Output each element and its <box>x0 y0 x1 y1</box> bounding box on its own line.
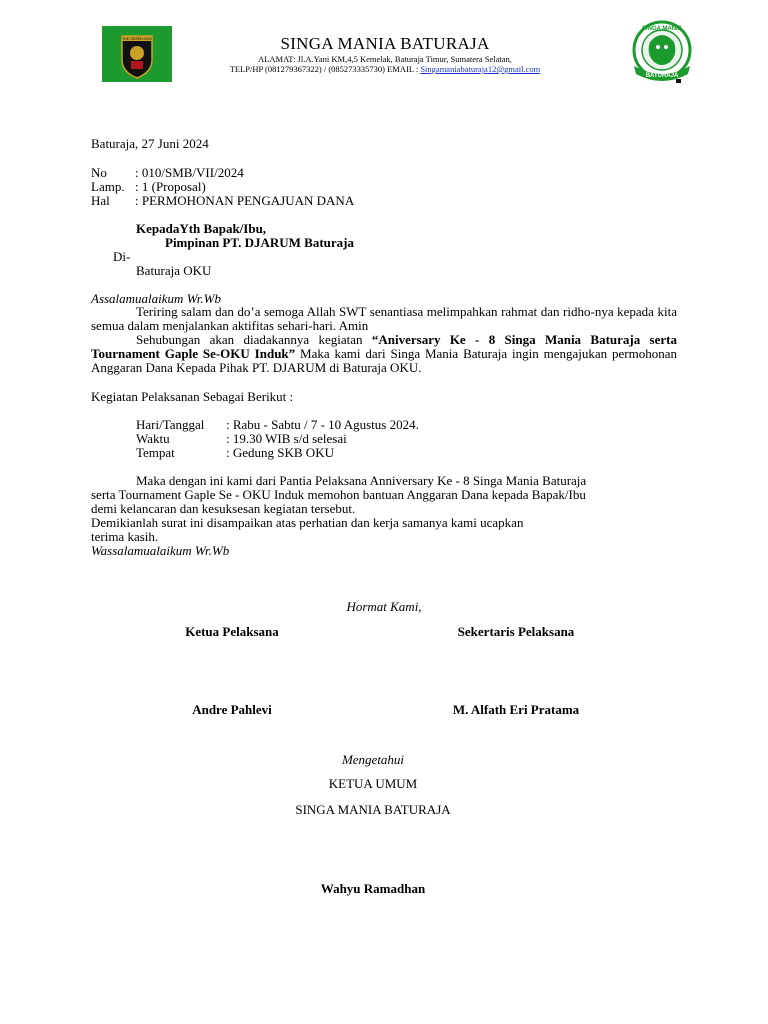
left-role: Ketua Pelaksana <box>185 624 279 639</box>
paragraph-2 <box>91 333 677 375</box>
chair-role: KETUA UMUM <box>328 776 418 791</box>
recipient-di: Di- <box>113 249 131 264</box>
paragraph-2-text: Sehubungan akan diadakannya kegiatan <box>136 332 372 347</box>
activity-label: Hari/Tanggal <box>136 417 205 432</box>
greeting: Assalamualaikum Wr.Wb <box>91 291 221 306</box>
activity-value: : Rabu - Sabtu / 7 - 10 Agustus 2024. <box>226 417 419 432</box>
paragraph-2-text: Maka kami dari Singa Mania Baturaja ingin mengajukan permohonan Anggaran Dana Kepada Pihak PT. DJARUM di Baturaja OKU. <box>91 346 677 375</box>
meta-value: : 1 (Proposal) <box>135 179 206 194</box>
meta-label: Hal <box>91 193 110 208</box>
acknowledged: Mengetahui <box>341 752 405 767</box>
org-address: ALAMAT: Jl.A.Yani KM,4,5 Kemelak, Baturaja Timur, Sumatera Selatan, <box>258 54 512 64</box>
lion-emblem-icon <box>626 20 698 86</box>
activity-label: Tempat <box>136 445 175 460</box>
email-link[interactable]: Singamaniabaturaja12@gmail.com <box>420 64 541 74</box>
paragraph-3-line2: serta Tournament Gaple Se - OKU Induk memohon bantuan Anggaran Dana kepada Bapak/Ibu <box>91 487 586 502</box>
regards: Hormat Kami, <box>346 599 422 614</box>
lion-shield-icon <box>102 26 172 82</box>
paragraph-3-line3: demi kelancaran dan kesuksesan kegiatan tersebut. <box>91 501 356 516</box>
closing-greeting: Wassalamualaikum Wr.Wb <box>91 543 230 558</box>
paragraph-4-line2: terima kasih. <box>91 529 159 544</box>
recipient-place: Baturaja OKU <box>136 263 212 278</box>
org-contact <box>170 64 600 74</box>
meta-label: No <box>91 165 107 180</box>
activity-label: Waktu <box>136 431 170 446</box>
place-date: Baturaja, 27 Juni 2024 <box>91 136 209 151</box>
activities-intro: Kegiatan Pelaksanan Sebagai Berikut : <box>91 389 294 404</box>
paragraph-3-line1: Maka dengan ini kami dari Pantia Pelaksana Anniversary Ke - 8 Singa Mania Baturaja <box>136 473 587 488</box>
meta-value: : 010/SMB/VII/2024 <box>135 165 244 180</box>
left-signer-name: Andre Pahlevi <box>192 702 272 717</box>
svg-text:SINGA MANIA: SINGA MANIA <box>641 26 683 32</box>
right-role: Sekertaris Pelaksana <box>457 624 575 639</box>
svg-text:BATURAJA: BATURAJA <box>645 73 679 79</box>
paragraph-1: Teriring salam dan do’a semoga Allah SWT senantiasa melimpahkan rahmat dan ridho-nya kepada kita semua dalam menjalankan aktifitas sehari-hari. Amin <box>91 304 677 333</box>
chair-name: Wahyu Ramadhan <box>320 881 426 896</box>
right-signer-name: M. Alfath Eri Pratama <box>452 702 580 717</box>
chair-org: SINGA MANIA BATURAJA <box>295 802 451 817</box>
left-logo <box>102 26 172 82</box>
meta-label: Lamp. <box>91 179 125 194</box>
meta-value: : PERMOHONAN PENGAJUAN DANA <box>135 193 355 208</box>
right-logo <box>626 20 698 86</box>
contact-text: TELP/HP (081279367322) / (085273335730) EMAIL : <box>229 64 421 74</box>
activity-value: : 19.30 WIB s/d selesai <box>226 431 347 446</box>
org-name: SINGA MANIA BATURAJA <box>280 34 490 53</box>
activity-value: : Gedung SKB OKU <box>226 445 334 460</box>
recipient-line2: Pimpinan PT. DJARUM Baturaja <box>165 235 354 250</box>
recipient-line1: KepadaYth Bapak/Ibu, <box>136 221 267 236</box>
paragraph-4-line1: Demikianlah surat ini disampaikan atas perhatian dan kerja samanya kami ucapkan <box>91 515 524 530</box>
event-name: “Aniversary Ke - 8 Singa Mania Baturaja serta Tournament Gaple Se-OKU Induk” <box>91 332 677 361</box>
svg-text:THE GREEN LION: THE GREEN LION <box>122 37 152 41</box>
